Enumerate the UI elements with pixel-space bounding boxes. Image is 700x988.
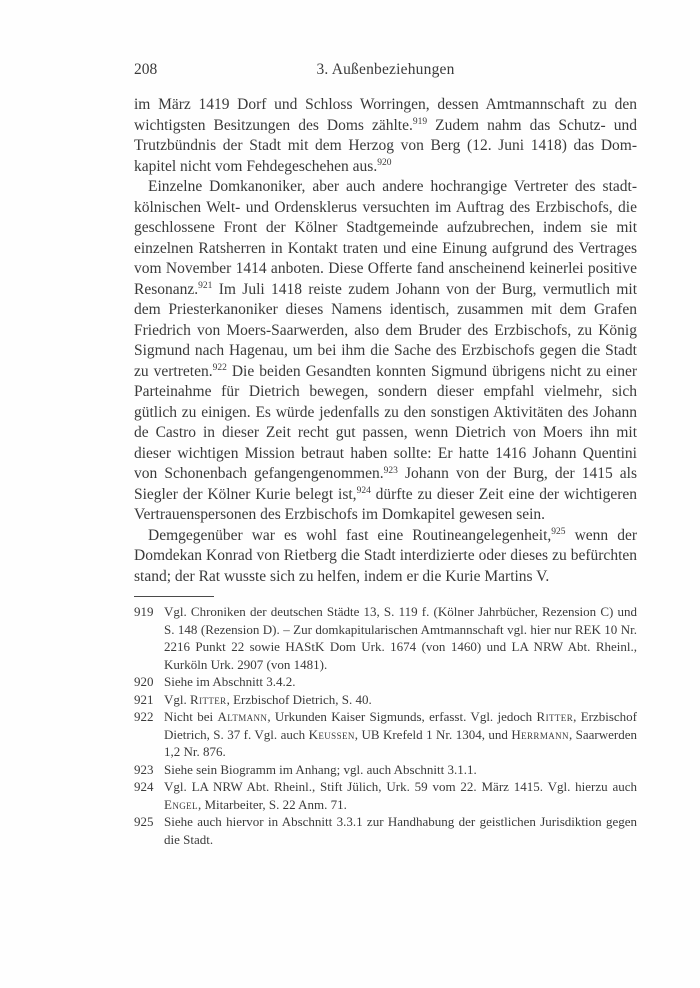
author-name-smallcaps: Keussen: [308, 726, 355, 742]
footnote-reference: 919: [412, 117, 428, 127]
body-paragraph: Einzelne Domkanoniker, aber auch andere hochrangige Vertreter des stadtkölnischen Welt- und Ordensklerus versuchten im Auftrag des Erzbischofs, die geschlossene Front der Kölner Stadtgemeinde aufzubrechen, indem sie mit einzelnen Ratsherren in Kontakt traten und eine Einung aufgrund des Vertrages vom November 1414 anboten. Diese Offerte fand anscheinend keinerlei positive Resonanz.$^{921}$ Im Juli 1418 reiste zudem Johann von der Burg, vermutlich mit dem Priesterkanoniker dieses Namens identisch, zusammen mit dem Grafen Friedrich von Moers-Saarwerden, also dem Bruder des Erzbischofs, zu König Sigmund nach Hagenau, um bei ihm die Sache des Erzbischofs gegen die Stadt zu vertreten.$^{922}$ Die beiden Gesandten konnten Sigmund übrigens nicht zu einer Parteinahme für Dietrich bewegen, sondern dieser empfahl vielmehr, sich gütlich zu einigen. Es würde jedenfalls zu den sonstigen Aktivitäten des Johann de Castro in dieser Zeit recht gut passen, wenn Dietrich von Moers ihn mit dieser wichtigen Mission betraut haben sollte: Er hatte 1416 Johann Quentini von Schonenbach gefangengenommen.$^{923}$ Johann von der Burg, der 1415 als Siegler der Kölner Kurie belegt ist,$^{924}$ dürfte zu dieser Zeit eine der wichtigeren Vertrauenspersonen des Erzbischofs im Domkapitel gewesen sein.: [134, 178, 637, 523]
author-name-smallcaps: Engel: [164, 796, 198, 812]
body-paragraph: Demgegenüber war es wohl fast eine Routineangelegenheit,$^{925}$ wenn der Domdekan Konrad von Rietberg die Stadt interdizierte oder dieses zu befürchten stand; der Rat wusste sich zu helfen, indem er die Kurie Martins V.: [134, 526, 637, 585]
footnote-number: 921: [134, 691, 154, 707]
footnote-item: [134, 761, 637, 779]
chapter-title: 3. Außenbeziehungen: [316, 61, 455, 78]
footnote-text: Vgl. LA NRW Abt. Rheinl., Stift Jülich, Urk. 59 vom 22. März 1415. Vgl. hierzu auch Engel, Mitarbeiter, S. 22 Anm. 71.: [164, 779, 637, 812]
author-name-smallcaps: Herrmann: [511, 726, 569, 742]
footnote-reference: 922: [212, 363, 227, 373]
body-text: [134, 95, 637, 587]
footnote-reference: 925: [551, 527, 566, 537]
author-name-smallcaps: Ritter: [536, 709, 574, 724]
footnote-item: [134, 673, 637, 691]
running-header: [134, 61, 637, 79]
footnote-reference: 920: [377, 158, 392, 168]
footnote-number: 922: [134, 709, 154, 724]
body-paragraph: im März 1419 Dorf und Schloss Worringen, dessen Amtmannschaft zu den wichtigsten Besitzungen des Doms zählte.$^{919}$ Zudem nahm das Schutz- und Trutzbündnis der Stadt mit dem Herzog von Berg (12. Juni 1418) das Domkapitel nicht vom Fehdegeschehen aus.$^{920}$: [134, 96, 637, 175]
page-number: 208: [134, 61, 158, 78]
footnote-number: 919: [134, 604, 154, 619]
footnote-text: Siehe im Abschnitt 3.4.2.: [164, 674, 296, 689]
footnote-number: 924: [134, 779, 154, 794]
footnotes-block: [134, 603, 637, 848]
footnote-number: 920: [134, 674, 154, 689]
footnote-item: [134, 813, 637, 848]
footnote-separator: [134, 596, 214, 597]
footnote-item: [134, 778, 637, 813]
author-name-smallcaps: Altmann: [217, 709, 268, 724]
footnote-reference: 921: [198, 281, 213, 291]
footnote-item: [134, 603, 637, 673]
footnote-text: Nicht bei Altmann, Urkunden Kaiser Sigmunds, erfasst. Vgl. jedoch Ritter, Erzbischof Dietrich, S. 37 f. Vgl. auch Keussen, UB Krefeld 1 Nr. 1304, und Herrmann, Saarwerden 1,2 Nr. 876.: [164, 709, 638, 759]
footnote-reference: 924: [356, 486, 371, 496]
footnote-item: [134, 708, 637, 761]
footnote-text: Siehe auch hiervor in Abschnitt 3.3.1 zur Handhabung der geistlichen Jurisdiktion gegen die Stadt.: [164, 814, 637, 847]
footnote-number: 925: [134, 814, 154, 829]
footnote-item: [134, 691, 637, 709]
page-content: [134, 61, 637, 848]
footnote-text: Siehe sein Biogramm im Anhang; vgl. auch Abschnitt 3.1.1.: [164, 761, 477, 777]
author-name-smallcaps: Ritter: [190, 691, 227, 707]
footnote-text: Vgl. Ritter, Erzbischof Dietrich, S. 40.: [164, 691, 372, 707]
footnote-text: Vgl. Chroniken der deutschen Städte 13, S. 119 f. (Kölner Jahrbücher, Rezension C) und S. 148 (Rezension D). – Zur domkapitularischen Amtmannschaft vgl. hier nur REK 10 Nr. 2216 Punkt 22 sowie HAStK Dom Urk. 1674 (von 1460) und LA NRW Abt. Rheinl., Kurköln Urk. 2907 (von 1481).: [164, 604, 637, 672]
footnote-reference: 923: [383, 465, 398, 476]
footnote-number: 923: [134, 761, 154, 777]
